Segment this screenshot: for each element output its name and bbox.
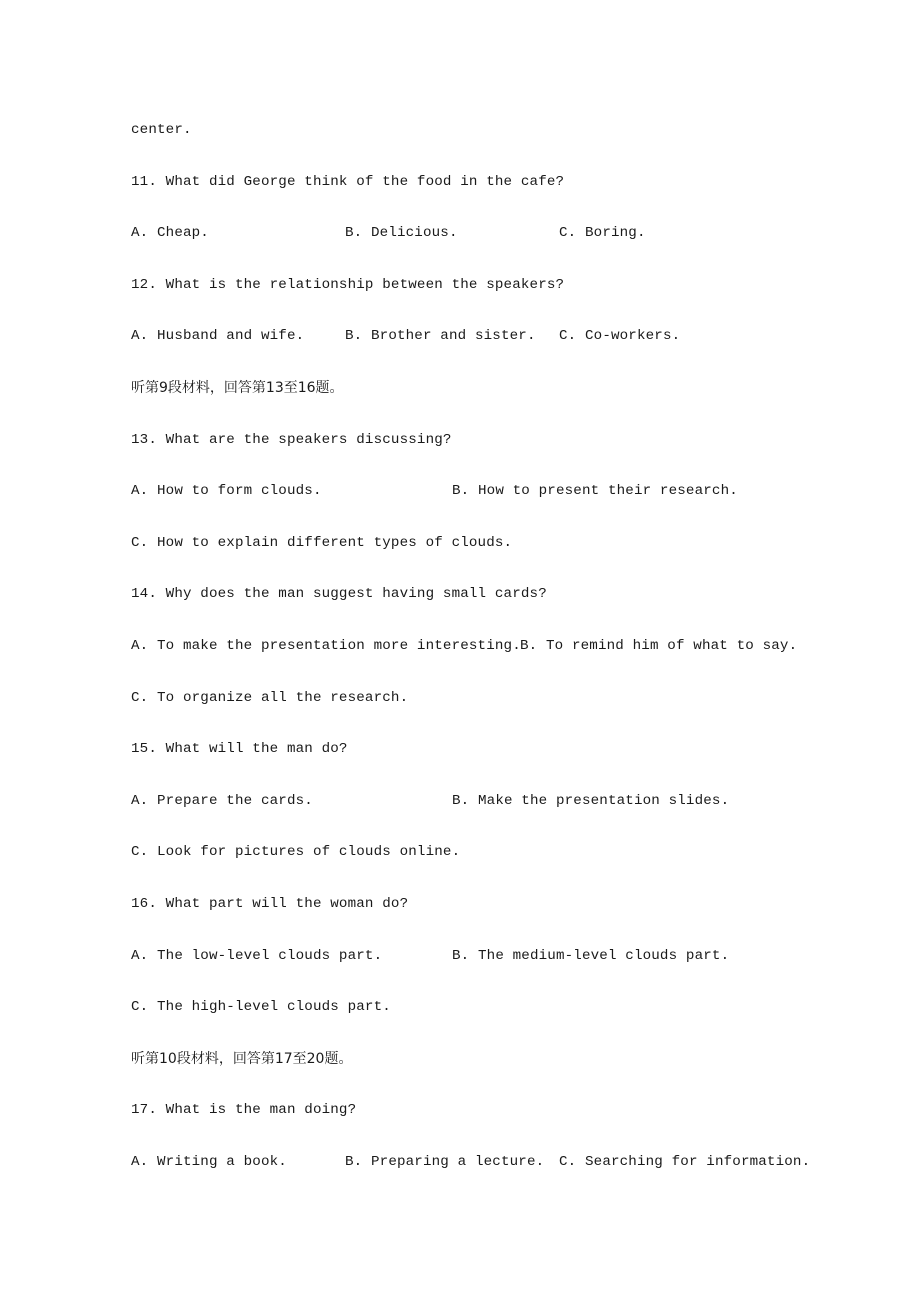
option-a: A. Husband and wife. <box>131 328 305 344</box>
question-15-options-ab <box>131 791 730 811</box>
question-15-option-c: C. Look for pictures of clouds online. <box>131 844 461 860</box>
option-b: B. Brother and sister. <box>345 328 536 344</box>
option-a: A. The low-level clouds part. <box>131 948 383 964</box>
question-12-stem: 12. What is the relationship between the speakers? <box>131 277 565 293</box>
question-14-option-c: C. To organize all the research. <box>131 690 409 706</box>
question-17-options <box>131 1152 811 1172</box>
option-b: B. Preparing a lecture. <box>345 1154 545 1170</box>
question-16-stem: 16. What part will the woman do? <box>131 896 409 912</box>
question-11-stem: 11. What did George think of the food in the cafe? <box>131 174 565 190</box>
question-12-options <box>131 326 681 346</box>
option-a: A. Writing a book. <box>131 1154 287 1170</box>
option-b: B. The medium-level clouds part. <box>452 948 730 964</box>
question-16-options-ab <box>131 946 730 966</box>
question-15-stem: 15. What will the man do? <box>131 741 348 757</box>
option-b: B. To remind him of what to say. <box>520 638 798 654</box>
question-13-option-c: C. How to explain different types of clouds. <box>131 535 513 551</box>
question-13-options-ab <box>131 481 738 501</box>
option-b: B. How to present their research. <box>452 483 738 499</box>
option-c: C. Searching for information. <box>559 1154 811 1170</box>
option-a: A. Prepare the cards. <box>131 793 313 809</box>
question-14-options-ab <box>131 636 798 656</box>
option-b: B. Make the presentation slides. <box>452 793 730 809</box>
question-14-stem: 14. Why does the man suggest having small cards? <box>131 586 547 602</box>
section-header-9: 听第9段材料，回答第13至16题。 <box>131 380 344 396</box>
question-13-stem: 13. What are the speakers discussing? <box>131 432 452 448</box>
question-11-options <box>131 223 646 243</box>
question-17-stem: 17. What is the man doing? <box>131 1102 357 1118</box>
option-a: A. To make the presentation more interesting. <box>131 638 521 654</box>
question-16-option-c: C. The high-level clouds part. <box>131 999 391 1015</box>
option-a: A. Cheap. <box>131 225 209 241</box>
option-c: C. Co-workers. <box>559 328 681 344</box>
option-a: A. How to form clouds. <box>131 483 322 499</box>
option-c: C. Boring. <box>559 225 646 241</box>
option-b: B. Delicious. <box>345 225 458 241</box>
section-header-10: 听第10段材料，回答第17至20题。 <box>131 1051 353 1067</box>
continuation-text: center. <box>131 122 192 138</box>
